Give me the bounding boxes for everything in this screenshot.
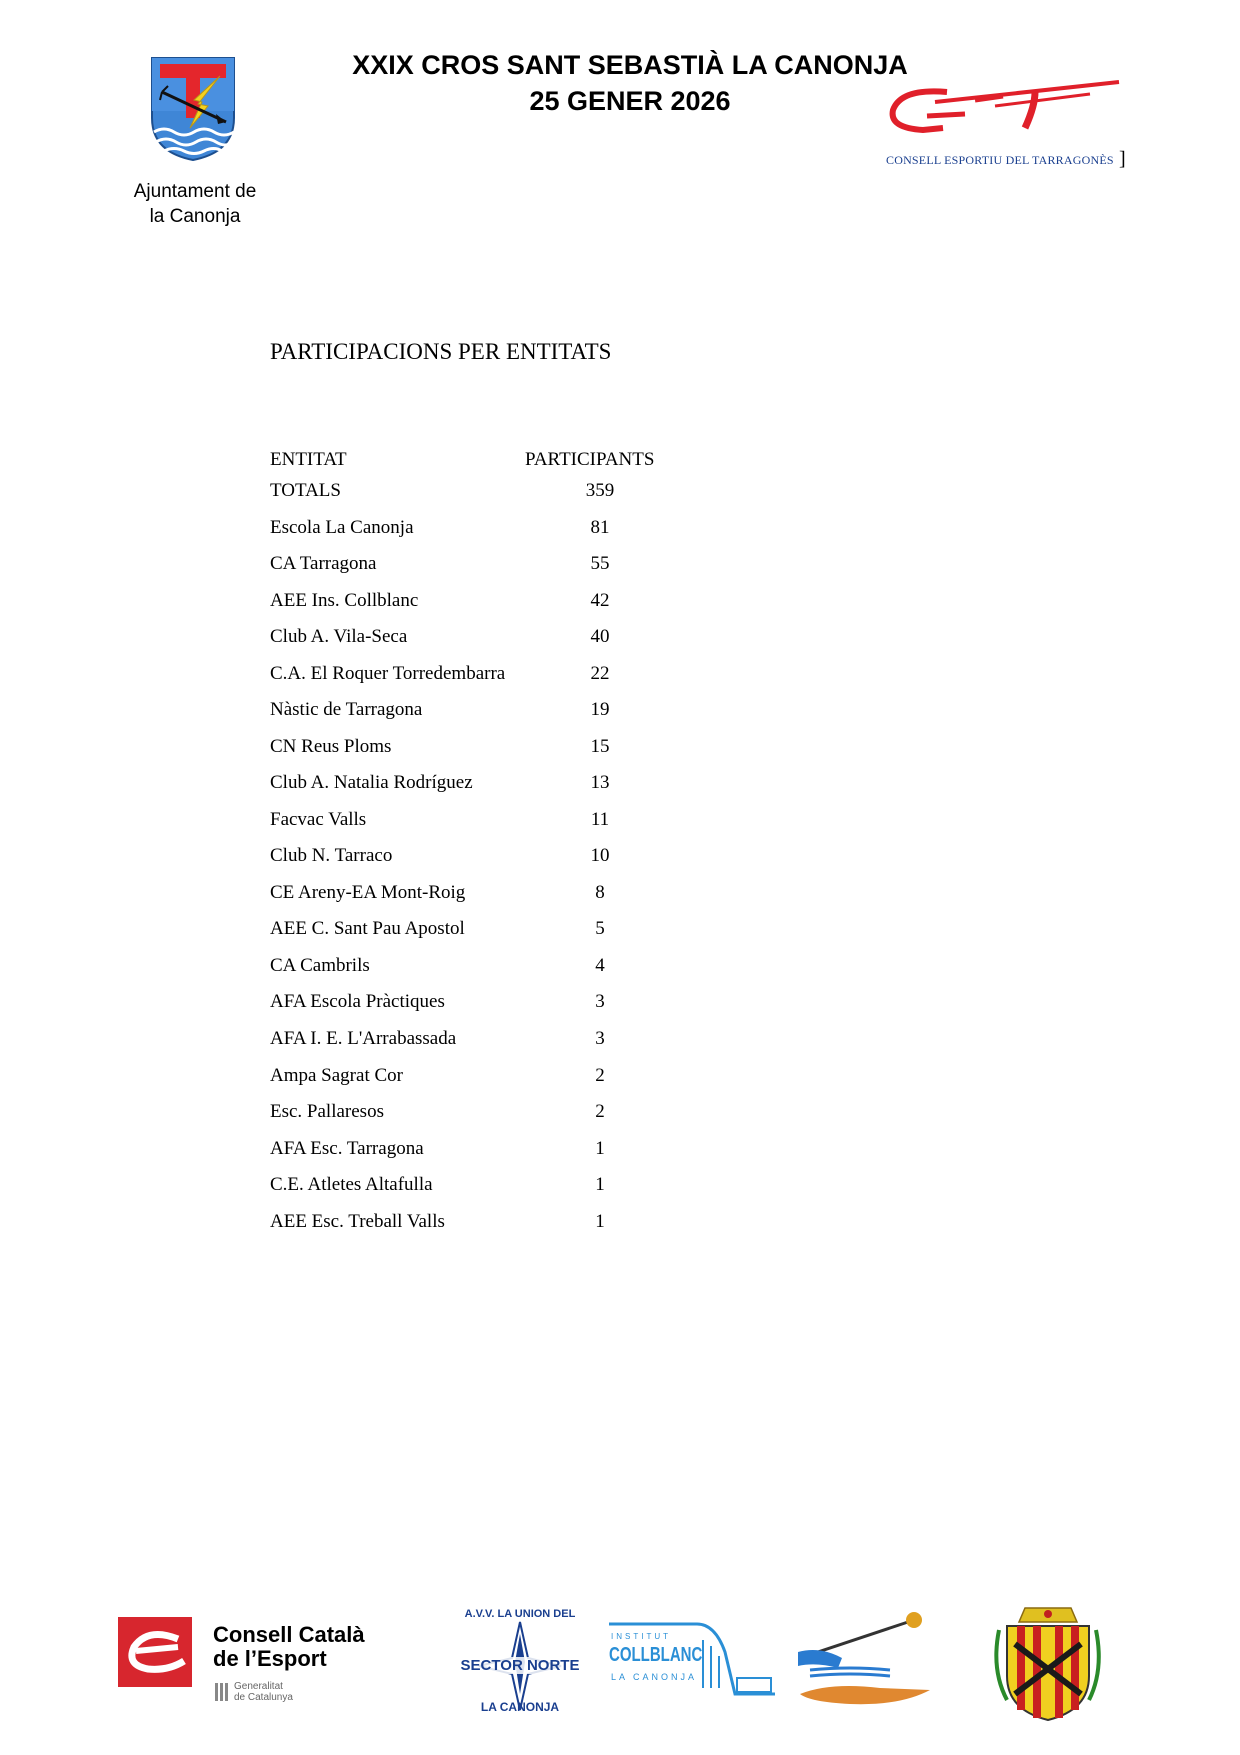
ajuntament-caption (110, 179, 280, 229)
table-row (270, 1174, 710, 1211)
document-date: 25 GENER 2026 (529, 86, 731, 116)
entitat-cell: Nàstic de Tarragona (270, 699, 423, 720)
institut-collblanc-logo (607, 1622, 777, 1702)
entitat-cell: AFA Esc. Tarragona (270, 1138, 424, 1159)
coat-of-arms-logo (985, 1600, 1110, 1725)
entitat-cell: CA Cambrils (270, 955, 370, 976)
table-row (270, 590, 710, 627)
cce-name-line2: de l’Esport (213, 1646, 327, 1671)
table-row (270, 991, 710, 1028)
cet-bracket: ] (1119, 148, 1126, 170)
participants-cell: 1 (595, 1138, 605, 1159)
entitat-cell: CN Reus Ploms (270, 736, 392, 757)
consell-catala-esport-logo (118, 1617, 418, 1717)
column-header-entitat: ENTITAT (270, 449, 347, 470)
table-row (270, 845, 710, 882)
participants-cell: 19 (590, 699, 610, 720)
table-row (270, 1101, 710, 1138)
entitat-cell: AEE Esc. Treball Valls (270, 1211, 445, 1232)
entitat-cell: AFA Escola Pràctiques (270, 991, 445, 1012)
entitat-cell: CE Areny-EA Mont-Roig (270, 882, 466, 903)
participants-cell: 2 (595, 1065, 605, 1086)
table-row (270, 626, 710, 663)
entitat-cell: AEE C. Sant Pau Apostol (270, 918, 465, 939)
entitat-cell: Facvac Valls (270, 809, 367, 830)
participants-cell: 55 (590, 553, 610, 574)
document-title: XXIX CROS SANT SEBASTIÀ LA CANONJA (352, 50, 908, 80)
table-row (270, 663, 710, 700)
entitat-cell: TOTALS (270, 480, 341, 501)
collblanc-bottom-text: LA CANONJA (611, 1672, 698, 1682)
table-row-totals (270, 480, 710, 517)
entitat-cell: Escola La Canonja (270, 517, 414, 538)
entitat-cell: CA Tarragona (270, 553, 377, 574)
generalitat-line1: Generalitat (234, 1681, 283, 1692)
participants-cell: 3 (595, 991, 605, 1012)
table-row (270, 1028, 710, 1065)
entitat-cell: AFA I. E. L'Arrabassada (270, 1028, 457, 1049)
participants-cell: 11 (590, 809, 610, 830)
participants-cell: 4 (595, 955, 605, 976)
avv-top-text: A.V.V. LA UNION DEL (464, 1608, 576, 1620)
cce-emblem-icon (118, 1617, 192, 1687)
table-row (270, 517, 710, 554)
entitat-cell: C.A. El Roquer Torredembarra (270, 663, 506, 684)
consell-esportiu-text: CONSELL ESPORTIU DEL TARRAGONÈS (886, 153, 1114, 167)
participants-cell: 40 (590, 626, 610, 647)
consell-esportiu-tarragones-logo (885, 76, 1120, 146)
avv-mid-text: SECTOR NORTE (455, 1657, 585, 1674)
pelota-club-logo (790, 1610, 935, 1715)
table-row (270, 736, 710, 773)
participants-cell: 8 (595, 882, 605, 903)
table-row (270, 1065, 710, 1102)
entitat-cell: Club N. Tarraco (270, 845, 393, 866)
generalitat-icon (214, 1682, 230, 1702)
table-row (270, 955, 710, 992)
avv-sector-norte-logo (455, 1604, 585, 1724)
participants-cell: 22 (590, 663, 610, 684)
ajuntament-caption-line1: Ajuntament de (133, 181, 257, 202)
entitat-cell: Club A. Natalia Rodríguez (270, 772, 473, 793)
table-row (270, 882, 710, 919)
ajuntament-caption-line2: la Canonja (149, 206, 241, 227)
collblanc-top-text: INSTITUT (611, 1632, 671, 1641)
table-row (270, 772, 710, 809)
participants-cell: 2 (595, 1101, 605, 1122)
table-row (270, 1138, 710, 1175)
column-header-participants: PARTICIPANTS (525, 449, 655, 470)
participants-cell: 13 (590, 772, 610, 793)
participants-cell: 3 (595, 1028, 605, 1049)
participants-cell: 81 (590, 517, 610, 538)
entitat-cell: Ampa Sagrat Cor (270, 1065, 403, 1086)
participants-cell: 5 (595, 918, 605, 939)
table-row (270, 1211, 710, 1248)
participants-cell: 1 (595, 1211, 605, 1232)
avv-bottom-text: LA CANONJA (480, 1700, 560, 1714)
participants-cell: 15 (590, 736, 610, 757)
participants-cell: 1 (595, 1174, 605, 1195)
entitat-cell: C.E. Atletes Altafulla (270, 1174, 433, 1195)
participants-cell: 10 (590, 845, 610, 866)
collblanc-mid-text: COLLBLANC (609, 1644, 703, 1666)
entitat-cell: Club A. Vila-Seca (270, 626, 408, 647)
table-row (270, 918, 710, 955)
generalitat-line2: de Catalunya (234, 1692, 293, 1703)
entitat-cell: Esc. Pallaresos (270, 1101, 384, 1122)
section-title: PARTICIPACIONS PER ENTITATS (270, 339, 612, 364)
table-row (270, 553, 710, 590)
table-row (270, 809, 710, 846)
participants-cell: 42 (590, 590, 610, 611)
table-row (270, 699, 710, 736)
ajuntament-la-canonja-shield-logo (150, 56, 236, 162)
cce-name-line1: Consell Català (213, 1622, 365, 1647)
entitat-cell: AEE Ins. Collblanc (270, 590, 419, 611)
participants-cell: 359 (585, 480, 615, 501)
